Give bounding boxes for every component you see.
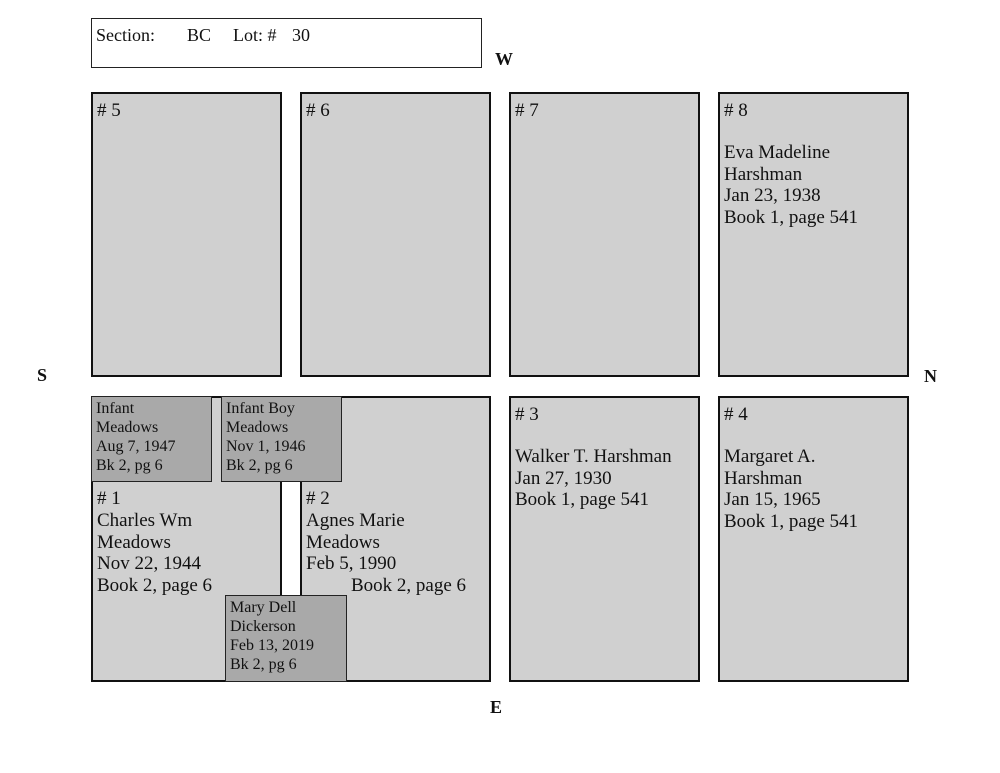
card-line2: Dickerson bbox=[230, 618, 296, 635]
card-book: Bk 2, pg 6 bbox=[96, 457, 163, 474]
burial-info bbox=[306, 510, 466, 596]
plot-5[interactable] bbox=[91, 92, 282, 377]
card-date: Nov 1, 1946 bbox=[226, 438, 306, 455]
burial-name: Walker T. Harshman bbox=[515, 446, 672, 467]
card-date: Feb 13, 2019 bbox=[230, 637, 314, 654]
burial-surname: Harshman bbox=[724, 163, 803, 185]
card-book: Bk 2, pg 6 bbox=[226, 457, 293, 474]
burial-name: Agnes Marie bbox=[306, 510, 405, 531]
card-line1: Mary Dell bbox=[230, 599, 297, 616]
plot-number: # 6 bbox=[306, 100, 330, 121]
card-date: Aug 7, 1947 bbox=[96, 438, 176, 455]
burial-name: Margaret A. bbox=[724, 446, 816, 467]
compass-east: E bbox=[490, 697, 503, 717]
burial-date: Jan 15, 1965 bbox=[724, 489, 821, 510]
plot-8[interactable] bbox=[718, 92, 909, 377]
lot-label: Lot: # bbox=[233, 25, 277, 45]
plot-4[interactable] bbox=[718, 396, 909, 682]
burial-surname: Harshman bbox=[724, 467, 803, 489]
burial-card-infant[interactable] bbox=[91, 396, 212, 482]
compass-north: N bbox=[924, 366, 937, 386]
plot-number: # 2 bbox=[306, 488, 330, 509]
burial-date: Jan 23, 1938 bbox=[724, 185, 821, 206]
plot-number: # 8 bbox=[724, 100, 748, 121]
burial-surname: Meadows bbox=[97, 531, 171, 553]
card-book: Bk 2, pg 6 bbox=[230, 656, 297, 673]
compass-south: S bbox=[37, 365, 48, 385]
plot-3[interactable] bbox=[509, 396, 700, 682]
burial-info bbox=[724, 446, 858, 532]
burial-book: Book 2, page 6 bbox=[351, 574, 467, 596]
section-value: BC bbox=[187, 25, 212, 45]
burial-card-mary-dell[interactable] bbox=[225, 595, 347, 682]
card-line1: Infant bbox=[96, 400, 135, 417]
plot-6[interactable] bbox=[300, 92, 491, 377]
burial-date: Nov 22, 1944 bbox=[97, 553, 201, 574]
burial-book: Book 1, page 541 bbox=[724, 510, 859, 532]
plot-number: # 7 bbox=[515, 100, 539, 121]
burial-date: Jan 27, 1930 bbox=[515, 467, 612, 489]
section-label: Section: bbox=[96, 25, 155, 45]
card-line2: Meadows bbox=[226, 419, 289, 436]
plot-number: # 3 bbox=[515, 404, 539, 425]
compass-west: W bbox=[495, 49, 513, 69]
burial-book: Book 1, page 541 bbox=[724, 206, 859, 228]
plot-7[interactable] bbox=[509, 92, 700, 377]
burial-card-infant-boy[interactable] bbox=[221, 396, 342, 482]
card-line1: Infant Boy bbox=[226, 400, 295, 417]
burial-info bbox=[724, 142, 858, 228]
plot-number: # 4 bbox=[724, 404, 748, 425]
burial-book: Book 1, page 541 bbox=[515, 489, 650, 510]
burial-info bbox=[515, 446, 672, 511]
lot-value: 30 bbox=[292, 25, 310, 45]
card-line2: Meadows bbox=[96, 419, 159, 436]
plot-number: # 5 bbox=[97, 100, 121, 121]
burial-name: Eva Madeline bbox=[724, 142, 831, 163]
burial-name: Charles Wm bbox=[97, 510, 193, 531]
plot-number: # 1 bbox=[97, 488, 121, 509]
burial-date: Feb 5, 1990 bbox=[306, 553, 397, 574]
burial-info bbox=[97, 510, 212, 596]
burial-book: Book 2, page 6 bbox=[97, 574, 213, 596]
burial-surname: Meadows bbox=[306, 531, 380, 553]
section-lot-header bbox=[91, 18, 482, 68]
